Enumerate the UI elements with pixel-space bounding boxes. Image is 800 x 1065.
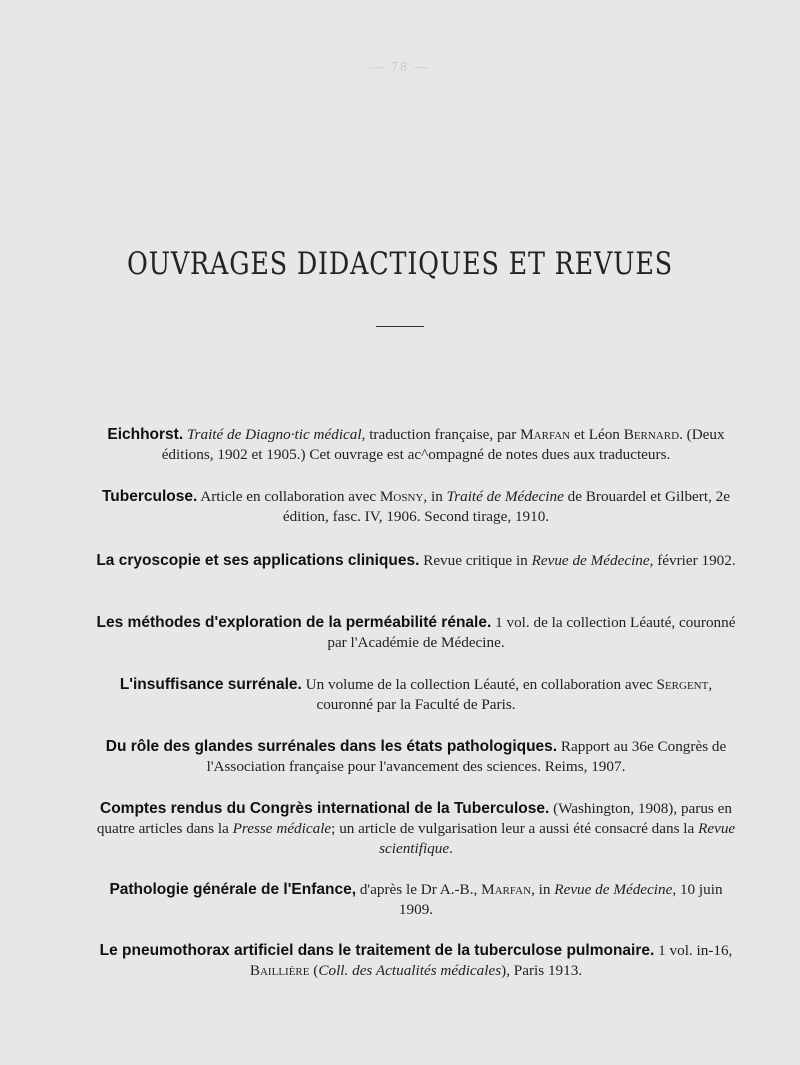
entry-title: La cryoscopie et ses applications cliniques. [96,552,420,569]
entry-work-title: Traité de Médecine [446,488,564,505]
entry-title: Comptes rendus du Congrès international de la Tuberculose. [100,800,550,817]
entry-text: , traduction française, par [361,426,521,443]
entry-text: , in [423,488,447,505]
entry-text: ( [309,962,319,979]
entry-text: Article en collaboration avec [200,488,380,505]
entry-author: Bernard [623,426,680,443]
entry-author: Baillière [249,962,310,979]
entry-title: Pathologie générale de l'Enfance, [109,881,357,898]
entry-title: L'insuffisance surrénale. [119,676,302,693]
entry-text: Revue critique in [419,552,532,569]
bibliography-entry-insuffisance [96,675,736,715]
entry-text: d'après le Dr A.-B., [356,881,482,898]
entry-work-title: Revue de Médecine [554,881,673,898]
entry-work-title: Traité de Diagno·tic médical [186,426,362,443]
entry-title: Du rôle des glandes surrénales dans les états pathologiques. [105,738,558,755]
entry-text: . (Deux éditions, 1902 et 1905.) Cet ouvrage est ac^ompagné de notes dues aux traducteurs. [161,426,725,463]
entry-title: Les méthodes d'exploration de la perméabilité rénale. [96,614,492,631]
entry-text: , couronné par la Faculté de Paris. [316,676,713,713]
bibliography-entry-tuberculose [96,487,736,527]
entry-text: Un volume de la collection Léauté, en collaboration avec [301,676,657,693]
entry-text: et Léon [570,426,624,443]
entry-text: . [449,840,453,857]
entry-work-title: Coll. des Actualités médicales [318,962,502,979]
entry-text: , 10 juin 1909. [398,881,723,918]
entry-text: 1 vol. in-16, [654,942,733,959]
entry-work-title: Revue de Médecine [531,552,650,569]
entry-text: ; un article de vulgarisation leur a aussi été consacré dans la [331,820,699,837]
entry-work-title: Presse médicale [232,820,332,837]
bibliography-entry-permeabilite [96,613,736,653]
bibliography-entry-pneumothorax [96,941,736,981]
entry-text: , février 1902. [649,552,736,569]
entry-text: 1 vol. de la collection Léauté, couronné par l'Académie de Médecine. [327,614,736,651]
bibliography-entry-glandes [96,737,736,777]
entry-author: Marfan [481,881,532,898]
bibliography-entry-cryoscopie [96,551,736,571]
page-number: — 78 — [369,60,431,75]
entry-author: Marfan [520,426,571,443]
entry-title: Tuberculose. [101,488,198,505]
section-heading: OUVRAGES DIDACTIQUES ET REVUES [126,246,674,282]
entry-text: , in [531,881,555,898]
bibliography-entry-pathologie [96,880,736,920]
entry-text: (Washington, 1908), parus en quatre articles dans la [96,800,732,837]
bibliography-entry-eichhorst [96,425,736,465]
entry-title: Le pneumothorax artificiel dans le traitement de la tuberculose pulmonaire. [99,942,655,959]
entry-work-title: Revue scientifique [379,820,736,857]
entry-text: Rapport au 36e Congrès de l'Association française pour l'avancement des sciences. Reims, 1907. [206,738,727,775]
entry-text: ), Paris 1913. [501,962,583,979]
bibliography-entry-congres [96,799,736,859]
entry-text: de Brouardel et Gilbert, 2e édition, fasc. IV, 1906. Second tirage, 1910. [282,488,731,525]
entry-title: Eichhorst. [107,426,184,443]
heading-rule [376,326,424,327]
entry-author: Sergent [656,676,709,693]
entry-author: Mosny [379,488,424,505]
